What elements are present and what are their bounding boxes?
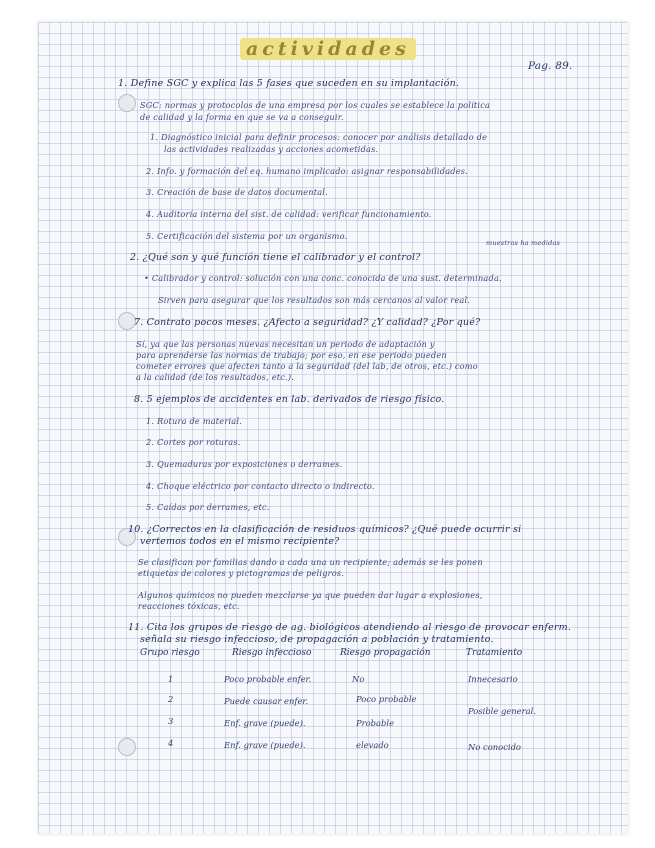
table-cell: Enf. grave (puede). — [224, 718, 306, 728]
page-title: actividades — [240, 38, 416, 60]
answer-line: para aprenderse las normas de trabajo; por eso, en ese periodo pueden — [136, 350, 447, 360]
answer-line: reacciones tóxicas, etc. — [138, 601, 240, 611]
table-cell: Probable — [356, 718, 395, 728]
answer-line: Sí, ya que las personas nuevas necesitan un periodo de adaptación y — [136, 339, 435, 349]
table-cell: Enf. grave (puede). — [224, 740, 306, 750]
list-item: 5. Caídas por derrames, etc. — [146, 502, 270, 512]
question-1: 1. Define SGC y explica las 5 fases que suceden en su implantación. — [118, 78, 460, 89]
table-cell: 3 — [168, 716, 174, 726]
list-item: 3. Quemaduras por exposiciones o derrames. — [146, 459, 343, 469]
question-10-cont: vertemos todos en el mismo recipiente? — [140, 536, 340, 547]
list-item: 3. Creación de base de datos documental. — [146, 187, 328, 197]
table-cell: Innecesario — [468, 674, 518, 684]
answer-line: Se clasifican por familias dando a cada una un recipiente; además se les ponen — [138, 557, 483, 567]
answer-line: de calidad y la forma en que se va a conseguir. — [140, 112, 344, 122]
question-11-cont: señala su riesgo infeccioso, de propagación a población y tratamiento. — [140, 634, 494, 645]
question-8: 8. 5 ejemplos de accidentes en lab. derivados de riesgo físico. — [134, 394, 445, 405]
margin-note: muestras ha medidas — [486, 239, 561, 247]
list-item: 4. Choque eléctrico por contacto directo o indirecto. — [146, 481, 375, 491]
punch-hole — [118, 94, 136, 112]
table-cell: Poco probable enfer. — [224, 674, 312, 684]
table-cell: Posible general. — [468, 706, 536, 716]
table-header: Tratamiento — [466, 648, 523, 658]
table-cell: elevado — [356, 740, 389, 750]
list-item: 5. Certificación del sistema por un organismo. — [146, 231, 348, 241]
list-item: 2. Info. y formación del eq. humano implicado: asignar responsabilidades. — [146, 166, 468, 176]
answer-line: SGC: normas y protocolos de una empresa por los cuales se establece la política — [140, 100, 491, 110]
question-11: 11. Cita los grupos de riesgo de ag. biológicos atendiendo al riesgo de provocar enferm. — [128, 622, 572, 633]
list-item: 1. Rotura de material. — [146, 416, 242, 426]
list-item: 1. Diagnóstico inicial para definir procesos: conocer por análisis detallado de — [150, 132, 488, 142]
table-cell: No — [352, 674, 365, 684]
list-item: 4. Auditoría interna del sist. de calidad: verificar funcionamiento. — [146, 209, 432, 219]
answer-line: • Calibrador y control: solución con una conc. conocida de una sust. determinada. — [144, 273, 502, 283]
answer-line: Sirven para asegurar que los resultados son más cercanos al valor real. — [158, 295, 471, 305]
table-cell: 2 — [168, 694, 174, 704]
table-cell: 4 — [168, 738, 174, 748]
question-2: 2. ¿Qué son y qué función tiene el calibrador y el control? — [130, 252, 421, 263]
list-item: las actividades realizadas y acciones acometidas. — [164, 144, 379, 154]
answer-line: etiquetas de colores y pictogramas de peligros. — [138, 568, 345, 578]
table-cell: Puede causar enfer. — [224, 696, 309, 706]
answer-line: cometer errores que afecten tanto a la seguridad (del lab, de otros, etc.) como — [136, 361, 478, 371]
table-header: Riesgo propagación — [340, 648, 431, 658]
table-header: Grupo riesgo — [140, 648, 200, 658]
page-number: Pag. 89. — [528, 60, 573, 72]
question-7: 7. Contrato pocos meses. ¿Afecto a seguridad? ¿Y calidad? ¿Por qué? — [134, 317, 481, 328]
punch-hole — [118, 738, 136, 756]
table-header: Riesgo infeccioso — [232, 648, 312, 658]
answer-line: Algunos químicos no pueden mezclarse ya que pueden dar lugar a explosiones, — [138, 590, 483, 600]
table-cell: 1 — [168, 674, 174, 684]
answer-line: a la calidad (de los resultados, etc.). — [136, 372, 295, 382]
table-cell: Poco probable — [356, 694, 417, 704]
question-10: 10. ¿Correctos en la clasificación de residuos químicos? ¿Qué puede ocurrir si — [128, 524, 522, 535]
table-cell: No conocido — [468, 742, 521, 752]
list-item: 2. Cortes por roturas. — [146, 437, 241, 447]
